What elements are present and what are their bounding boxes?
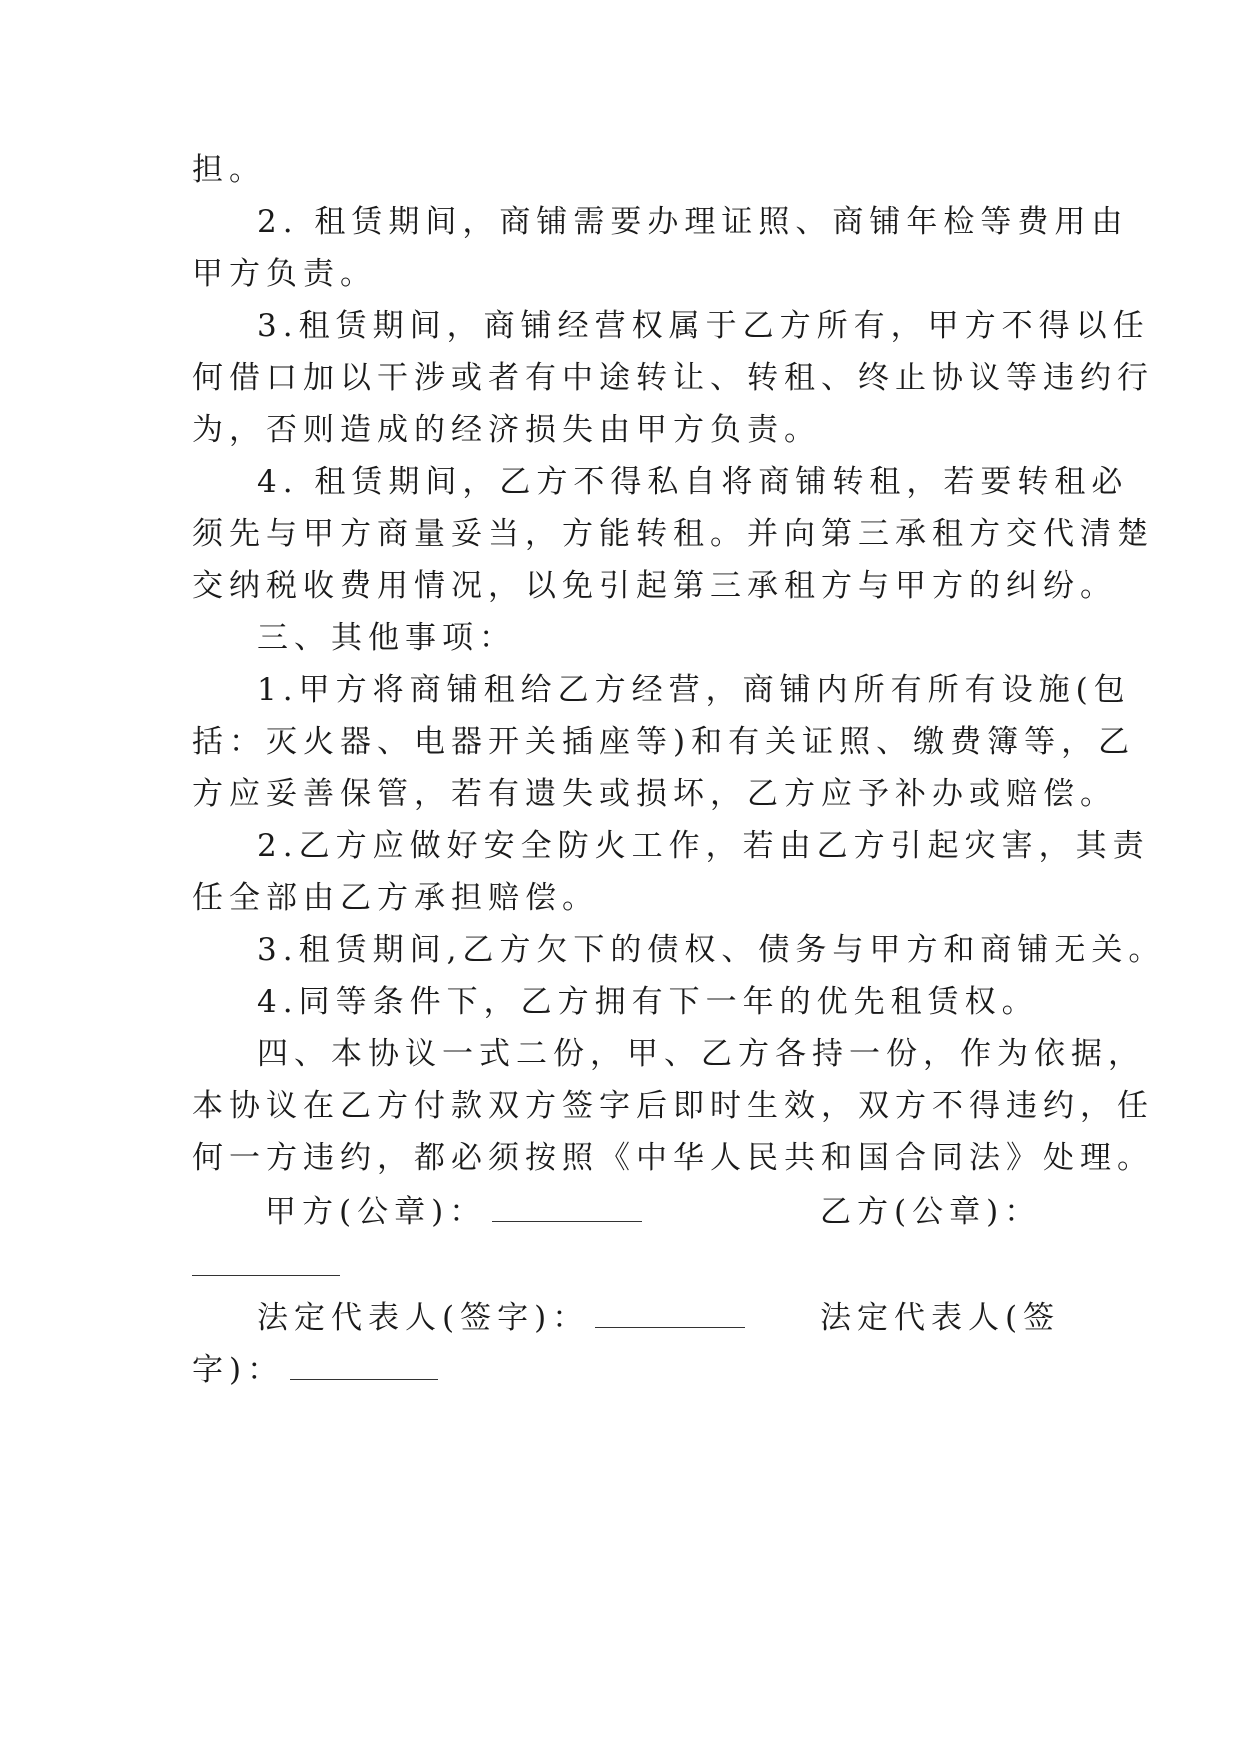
text-line: 甲方负责。 xyxy=(192,256,377,292)
text-line: 交纳税收费用情况，以免引起第三承租方与甲方的纠纷。 xyxy=(192,568,1117,604)
text-line: 3.租赁期间,乙方欠下的债权、债务与甲方和商铺无关。 xyxy=(257,932,1166,968)
party-a-seal-line xyxy=(265,1192,642,1232)
rep-b-label-end: 字)： xyxy=(192,1352,285,1388)
text-line: 2. 租赁期间，商铺需要办理证照、商铺年检等费用由 xyxy=(257,204,1129,240)
text-line: 本协议在乙方付款双方签字后即时生效，双方不得违约，任 xyxy=(192,1088,1154,1124)
text-line: 任全部由乙方承担赔偿。 xyxy=(192,880,599,916)
rep-a-line xyxy=(257,1298,745,1338)
rep-b-line-end xyxy=(192,1350,438,1390)
text-line: 1.甲方将商铺租给乙方经营，商铺内所有所有设施(包 xyxy=(257,672,1131,708)
text-line: 括：灭火器、电器开关插座等)和有关证照、缴费簿等，乙 xyxy=(192,724,1136,760)
party-b-seal-blank xyxy=(192,1249,340,1276)
text-line: 方应妥善保管，若有遗失或损坏，乙方应予补办或赔偿。 xyxy=(192,776,1117,812)
text-line: 4.同等条件下，乙方拥有下一年的优先租赁权。 xyxy=(257,984,1039,1020)
rep-b-line-start xyxy=(820,1298,1060,1338)
section-heading: 三、其他事项： xyxy=(257,620,516,656)
rep-a-label: 法定代表人(签字)： xyxy=(257,1300,590,1336)
rep-a-blank xyxy=(595,1301,745,1328)
party-b-seal-line xyxy=(820,1192,1041,1232)
party-b-seal-label: 乙方(公章)： xyxy=(820,1194,1042,1230)
text-line: 3.租赁期间，商铺经营权属于乙方所有，甲方不得以任 xyxy=(257,308,1150,344)
text-line: 2.乙方应做好安全防火工作，若由乙方引起灾害，其责 xyxy=(257,828,1150,864)
text-line: 何一方违约，都必须按照《中华人民共和国合同法》处理。 xyxy=(192,1140,1154,1176)
rep-b-blank xyxy=(290,1353,438,1380)
party-a-seal-blank xyxy=(492,1195,642,1222)
party-b-seal-blank-line xyxy=(192,1246,340,1286)
text-line: 四、本协议一式二份，甲、乙方各持一份，作为依据， xyxy=(257,1036,1145,1072)
text-line: 须先与甲方商量妥当，方能转租。并向第三承租方交代清楚 xyxy=(192,516,1154,552)
rep-b-label-start: 法定代表人(签 xyxy=(820,1300,1061,1336)
text-line: 4. 租赁期间，乙方不得私自将商铺转租，若要转租必 xyxy=(257,464,1129,500)
text-line: 何借口加以干涉或者有中途转让、转租、终止协议等违约行 xyxy=(192,360,1154,396)
text-line: 为，否则造成的经济损失由甲方负责。 xyxy=(192,412,821,448)
text-line: 担。 xyxy=(192,152,266,188)
party-a-seal-label: 甲方(公章)： xyxy=(265,1194,487,1230)
